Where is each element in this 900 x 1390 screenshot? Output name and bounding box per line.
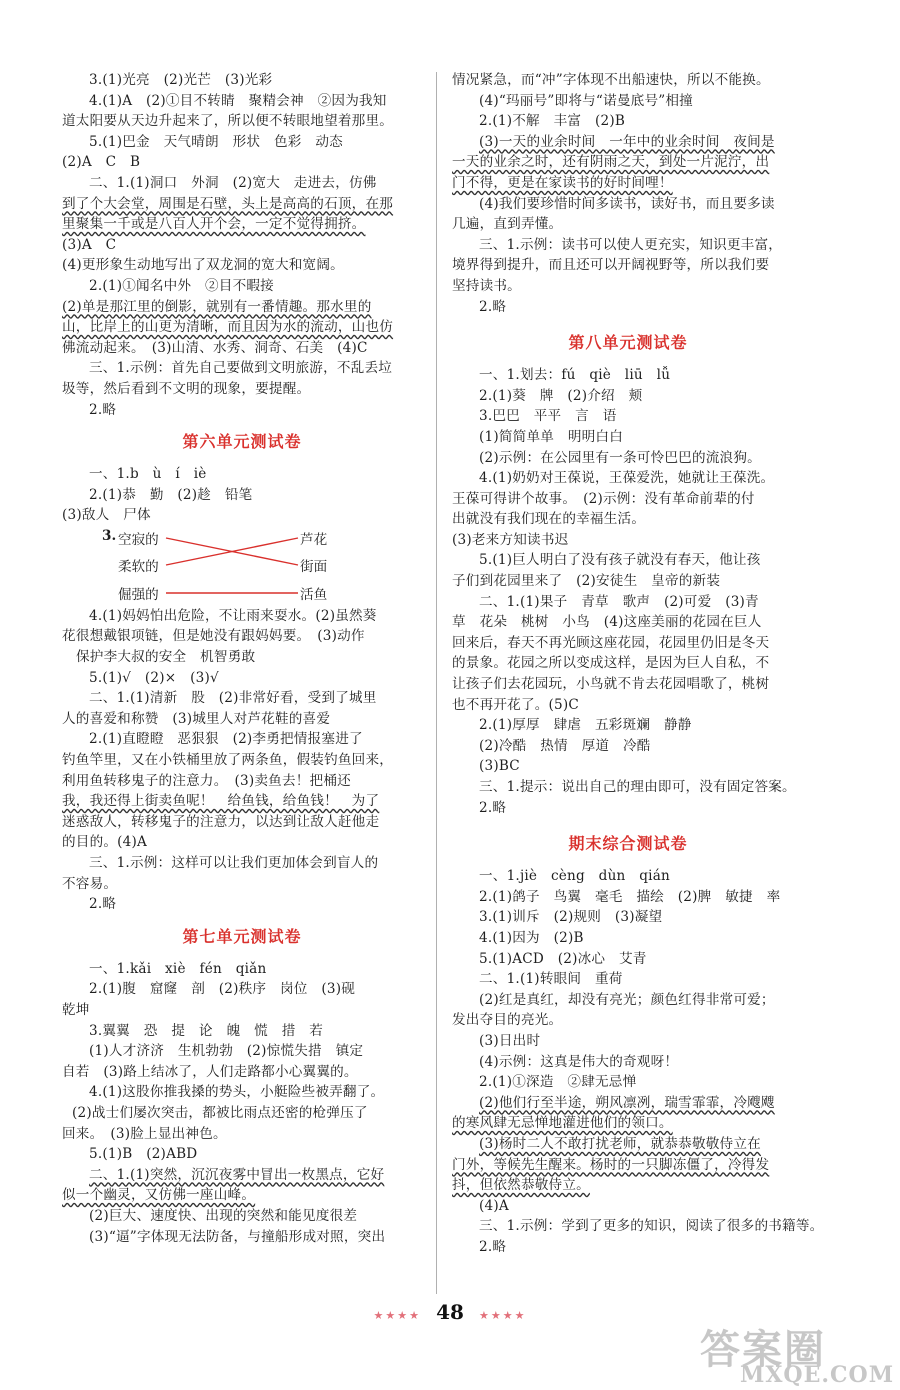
answer-line: 人的喜爱和称赞 (3)城里人对芦花鞋的喜爱 [62, 710, 331, 727]
answer-line: 保护李大叔的安全 机智勇敢 [76, 649, 256, 666]
answer-line: 5.(1)巨人明白了没有孩子就没有春天，他让孩 [479, 552, 761, 569]
answer-line: (2)单是那江里的倒影，就别有一番情趣。那水里的 [62, 298, 372, 315]
answer-line: (3)一天的业余时间 一年中的业余时间 夜间是 [479, 133, 775, 150]
answer-line: 门不得，更是在家读书的好时间哩！ [452, 174, 673, 191]
answer-line: 的目的。(4)A [62, 834, 148, 851]
answer-line: 二、1.(1)转眼间 重荷 [479, 971, 623, 988]
answer-line: (3)A C [62, 236, 117, 253]
watermark-url: MXQE.COM [740, 1362, 895, 1388]
answer-line: 三、1.示例：这样可以让我们更加体会到盲人的 [89, 855, 379, 871]
answer-line: 到了个大会堂，周围是石壁，头上是高高的石顶，在那 [62, 195, 394, 212]
unit8-answers [452, 365, 804, 818]
matching-diagram [62, 526, 422, 606]
answer-line: 圾等，然后看到不文明的现象，要提醒。 [62, 380, 311, 397]
answer-line: (4)我们要珍惜时间多读书，读好书，而且要多读 [479, 195, 775, 212]
answer-line: 3.翼翼 恐 提 论 魄 慌 措 若 [89, 1022, 324, 1039]
watermark-text: 答案圈 [700, 1326, 826, 1373]
answer-line: 3.(1)训斥 (2)规则 (3)凝望 [479, 909, 663, 926]
decorative-stars-right: ★★★★ [479, 1309, 527, 1322]
match-left-item: 倔强的 [118, 586, 159, 603]
answer-line: 的寒风肆无忌惮地灌进他们的领口。 [452, 1115, 673, 1132]
answer-line: (2)A C B [62, 154, 141, 171]
answer-line: 2.略 [479, 298, 507, 315]
answer-line: 不容易。 [62, 875, 118, 892]
answer-line: 佛流动起来。 (3)山清、水秀、洞奇、石美 (4)C [62, 339, 368, 356]
answer-line: 2.略 [89, 401, 117, 418]
answer-line: 2.略 [89, 896, 117, 913]
answer-line: 一、1.b ù í iè [89, 466, 207, 483]
answer-line: 自若 (3)路上结冰了，人们走路都小心翼翼的。 [62, 1063, 358, 1080]
answer-line: 三、1.示例：读书可以使人更充实，知识更丰富， [479, 236, 783, 253]
answer-line: (3)“逼”字体现无法防备，与撞船形成对照，突出 [89, 1228, 386, 1245]
match-left-item: 柔软的 [118, 558, 159, 575]
answer-line: 乾坤 [62, 1001, 90, 1018]
section-heading-unit6: 第六单元测试卷 [182, 432, 302, 452]
answer-line: (4)A [479, 1197, 509, 1214]
answer-line: 回来。 (3)脸上显出神色。 [62, 1125, 227, 1142]
answer-line: 4.(1)这股你推我搡的势头，小艇险些被弄翻了。 [89, 1084, 385, 1101]
match-right-item: 芦花 [300, 531, 328, 548]
answer-line: 2.(1)恭 勤 (2)趁 铅笔 [89, 486, 253, 503]
match-right-item: 街面 [300, 558, 328, 575]
answer-line: 三、1.示例：学到了更多的知识，阅读了很多的书籍等。 [479, 1218, 824, 1235]
answer-line: 我，我还得上街卖鱼呢！ 给鱼钱，给鱼钱！ 为了 [62, 793, 380, 810]
answer-line: 2.(1)①闻名中外 ②目不暇接 [89, 277, 274, 294]
answer-line: 2.略 [479, 1238, 507, 1255]
answer-line: 2.(1)鸽子 鸟翼 毫毛 描绘 (2)脾 敏捷 率 [479, 888, 781, 905]
answer-line: 5.(1)B (2)ABD [89, 1146, 198, 1163]
answer-line: 迷惑敌人，转移鬼子的注意力，以达到让敌人赶他走 [62, 813, 380, 830]
answer-line: 一、1.kǎi xiè fén qiǎn [89, 960, 267, 977]
answer-line: 4.(1)A (2)①目不转睛 聚精会神 ②因为我知 [89, 92, 387, 109]
answer-line: 三、1.提示：说出自己的理由即可，没有固定答案。 [479, 779, 796, 795]
answer-line: 5.(1)ACD (2)冰心 艾青 [479, 950, 647, 967]
answer-line: 道太阳要从天边升起来了，所以便不转眼地望着那里。 [62, 113, 394, 130]
match-lines [62, 526, 422, 606]
answer-line: 似一个幽灵，又仿佛一座山峰。 [62, 1187, 256, 1204]
answer-line: (1)人才济济 生机勃勃 (2)惊慌失措 镇定 [89, 1043, 364, 1060]
answer-line: (2)他们行至半途，朔风凛冽，瑞雪霏霏，冷飕飕 [479, 1094, 775, 1111]
unit5-answers [62, 70, 422, 420]
answer-line: 一、1.划去：fú qiè liū lǚ [479, 367, 671, 384]
answer-line: 2.(1)葵 牌 (2)介绍 颊 [479, 387, 643, 404]
answer-line: (3)BC [479, 758, 520, 775]
answer-line: 回来后，春天不再光顾这座花园，花园里仍旧是冬天 [452, 634, 770, 651]
answer-line: 二、1.(1)清新 股 (2)非常好看，受到了城里 [89, 690, 377, 707]
final-answers [452, 866, 824, 1257]
answer-line: 2.(1)直瞪瞪 恶狠狠 (2)李勇把情报塞进了 [89, 731, 363, 748]
answer-line: (2)冷酷 热情 厚道 冷酷 [479, 737, 651, 754]
answer-line: 三、1.示例：首先自己要做到文明旅游，不乱丢垃 [89, 360, 393, 377]
answer-line: 情况紧急，而“冲”字体现不出船速快，所以不能换。 [452, 72, 770, 88]
answer-line: 5.(1)巴金 天气晴朗 形状 色彩 动态 [89, 133, 343, 150]
answer-line: 二、1.(1)突然，沉沉夜雾中冒出一枚黑点，它好 [89, 1166, 385, 1183]
answer-line: 门外，等候先生醒来。杨时的一只脚冻僵了，冷得发 [452, 1156, 770, 1173]
answer-line: (4)示例：这真是伟大的奇观呀！ [479, 1053, 679, 1070]
column-divider [436, 72, 437, 1294]
answer-line: 2.(1)①深造 ②肆无忌惮 [479, 1074, 637, 1091]
right-column [452, 70, 824, 1257]
answer-line: 子们到花园里来了 (2)安徒生 皇帝的新装 [452, 573, 721, 590]
answer-line: 王葆可得讲个故事。 (2)示例：没有革命前辈的付 [452, 490, 755, 507]
answer-line: 里聚集一千或是八百人开个会，一定不觉得拥挤。 [62, 216, 366, 233]
answer-line: (3)老来方知读书迟 [452, 531, 569, 548]
answer-line: 境界得到提升，而且还可以开阔视野等，所以我们要 [452, 257, 770, 274]
answer-line: 一天的业余之时，还有阴雨之天，到处一片泥泞，出 [452, 154, 770, 171]
answer-line: 草 花朵 桃树 小鸟 (4)这座美丽的花园在巨人 [452, 614, 762, 631]
answer-line: 一、1.jiè cèng dùn qián [479, 868, 670, 885]
answer-line: 4.(1)妈妈怕出危险，不让雨来耍水。(2)虽然葵 [89, 607, 377, 624]
decorative-stars-left: ★★★★ [373, 1309, 421, 1322]
answer-line: 2.(1)厚厚 肆虐 五彩斑斓 静静 [479, 717, 692, 734]
answer-line: 3.(1)光亮 (2)光芒 (3)光彩 [89, 72, 273, 88]
answer-line: 2.(1)腹 窟窿 剖 (2)秩序 岗位 (3)砚 [89, 981, 356, 998]
answer-line: 利用鱼转移鬼子的注意力。 (3)卖鱼去！把桶还 [62, 772, 351, 789]
answer-line: 让孩子们去花园玩，小鸟就不肯去花园唱歌了，桃树 [452, 676, 770, 693]
answer-line: (2)红是真红，却没有亮光；颜色红得非常可爱； [479, 991, 775, 1008]
page-number: 48 [436, 1300, 464, 1324]
answer-line: (3)日出时 [479, 1032, 541, 1049]
section-heading-unit7: 第七单元测试卷 [182, 926, 302, 946]
match-right-item: 活鱼 [300, 586, 328, 603]
answer-line: 坚持读书。 [452, 277, 521, 294]
answer-line: (1)简简单单 明明白白 [479, 428, 623, 445]
answer-line: 4.(1)奶奶对王葆说，王葆爱洗，她就让王葆洗。 [479, 470, 775, 487]
answer-line: 的景象。花园之所以变成这样，是因为巨人自私，不 [452, 655, 770, 672]
answer-line: (3)杨时二人不敢打扰老师，就恭恭敬敬侍立在 [479, 1135, 761, 1152]
answer-line: 3.巴巴 平平 言 语 [479, 408, 617, 425]
watermark-logo [700, 1318, 895, 1388]
answer-line: (3)敌人 尸体 [62, 507, 151, 524]
answer-line: (4)“玛丽号”即将与“诺曼底号”相撞 [479, 92, 693, 109]
answer-line: 钓鱼竿里，又在小铁桶里放了两条鱼，假装钓鱼回来， [62, 752, 394, 769]
answer-line: 2.略 [479, 799, 507, 816]
answer-line: 4.(1)因为 (2)B [479, 929, 584, 946]
answer-line: 抖，但依然恭敬侍立。 [452, 1177, 590, 1194]
answer-line: (4)更形象生动地写出了双龙洞的宽大和宽阔。 [62, 257, 344, 274]
answer-line: 2.(1)不解 丰富 (2)B [479, 113, 626, 130]
match-label: 3. [102, 527, 117, 544]
left-column [62, 70, 422, 1247]
unit6-answers [62, 464, 422, 915]
answer-line: 几遍，直到弄懂。 [452, 216, 563, 233]
unit7-answers-continued [452, 70, 804, 317]
answer-line: 也不再开花了。(5)C [452, 696, 580, 713]
section-heading-final: 期末综合测试卷 [568, 834, 688, 854]
answer-line: (2)示例：在公园里有一条可怜巴巴的流浪狗。 [479, 449, 761, 466]
section-heading-unit8: 第八单元测试卷 [568, 333, 688, 353]
answer-line: 二、1.(1)果子 青草 歌声 (2)可爱 (3)青 [479, 593, 759, 610]
unit7-answers [62, 959, 422, 1247]
answer-line: 5.(1)√ (2)× (3)√ [89, 669, 219, 686]
match-left-item: 空寂的 [118, 531, 159, 548]
answer-line: 山，比岸上的山更为清晰，而且因为水的流动，山也仿 [62, 319, 394, 336]
answer-line: 二、1.(1)洞口 外洞 (2)宽大 走进去，仿佛 [89, 174, 377, 191]
answer-line: 花很想戴银项链，但是她没有跟妈妈要。 (3)动作 [62, 628, 365, 645]
answer-line: (2)巨大、速度快、出现的突然和能见度很差 [89, 1207, 358, 1224]
answer-line: 发出夺目的亮光。 [452, 1012, 563, 1029]
answer-line: 出就没有我们现在的幸福生活。 [452, 511, 646, 528]
answer-line: (2)战士们屡次突击，都被比雨点还密的枪弹压了 [72, 1104, 368, 1121]
